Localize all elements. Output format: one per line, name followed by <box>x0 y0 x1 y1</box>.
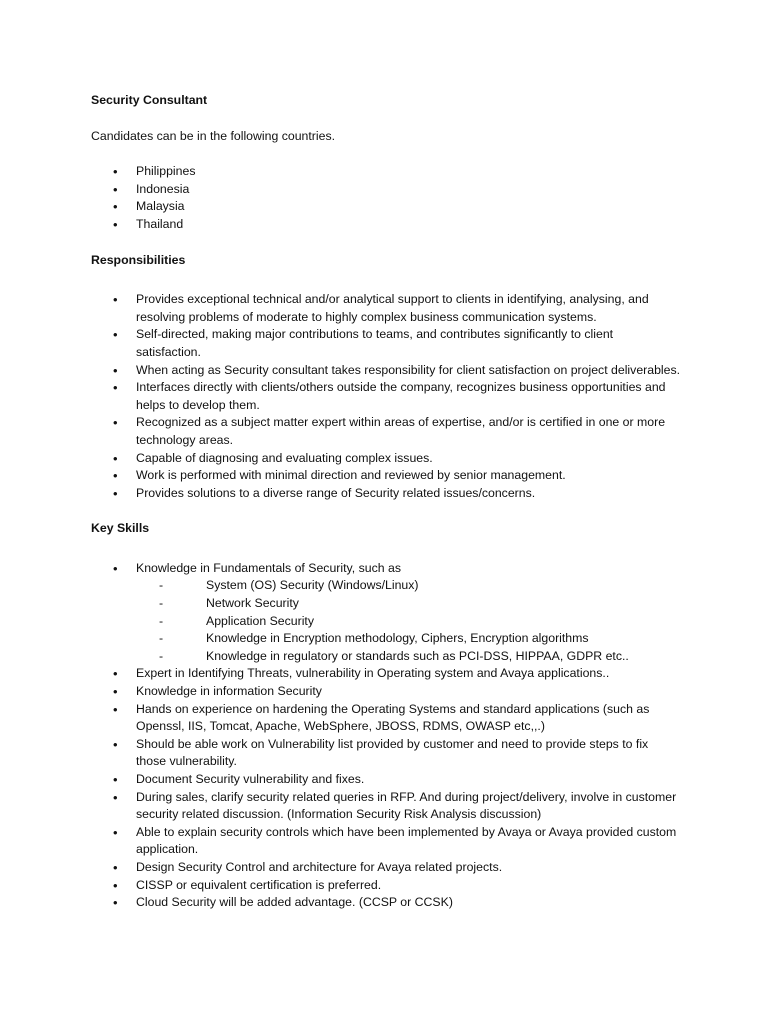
responsibility-item: • Recognized as a subject matter expert within areas of expertise, and/or is certified in one or more technology areas. <box>91 414 681 449</box>
responsibility-item: • Interfaces directly with clients/others outside the company, recognizes business opportunities and helps to develop them. <box>91 379 681 414</box>
key-skill-sub-item: - Application Security <box>91 613 681 631</box>
responsibility-item: • Self-directed, making major contributions to teams, and contributes significantly to client satisfaction. <box>91 326 681 361</box>
country-item: • Malaysia <box>91 198 681 216</box>
responsibilities-heading: Responsibilities <box>91 252 186 267</box>
key-skill-item: • Document Security vulnerability and fixes. <box>91 771 681 789</box>
key-skill-item: • Cloud Security will be added advantage. (CCSP or CCSK) <box>91 894 681 912</box>
document-title: Security Consultant <box>91 93 208 107</box>
key-skill-sub-item: - Knowledge in Encryption methodology, Ciphers, Encryption algorithms <box>91 630 681 648</box>
key-skill-item: • Hands on experience on hardening the Operating Systems and standard applications (such as Openssl, IIS, Tomcat, Apache, WebSphere, JBOSS, RDMS, OWASP etc,,.) <box>91 701 681 736</box>
country-item: • Indonesia <box>91 181 681 199</box>
key-skills-list <box>91 560 681 912</box>
intro-text: Candidates can be in the following countries. <box>91 128 336 143</box>
country-list <box>91 163 681 233</box>
key-skill-item: • Knowledge in Fundamentals of Security, such as <box>91 560 681 578</box>
key-skill-item: • Should be able work on Vulnerability list provided by customer and need to provide steps to fix those vulnerability. <box>91 736 681 771</box>
key-skill-item: • Design Security Control and architecture for Avaya related projects. <box>91 859 681 877</box>
country-item: • Philippines <box>91 163 681 181</box>
key-skill-sub-item: - Knowledge in regulatory or standards such as PCI-DSS, HIPPAA, GDPR etc.. <box>91 648 681 666</box>
responsibility-item: • Capable of diagnosing and evaluating complex issues. <box>91 450 681 468</box>
key-skill-sub-item: - System (OS) Security (Windows/Linux) <box>91 577 681 595</box>
key-skill-item: • Knowledge in information Security <box>91 683 681 701</box>
document-body <box>91 92 681 912</box>
responsibility-item: • When acting as Security consultant takes responsibility for client satisfaction on project deliverables. <box>91 362 681 380</box>
key-skill-item: • Expert in Identifying Threats, vulnerability in Operating system and Avaya applications.. <box>91 665 681 683</box>
responsibility-item: • Work is performed with minimal direction and reviewed by senior management. <box>91 467 681 485</box>
key-skills-heading: Key Skills <box>91 521 150 536</box>
country-item: • Thailand <box>91 216 681 234</box>
key-skill-sub-item: - Network Security <box>91 595 681 613</box>
responsibility-item: • Provides exceptional technical and/or analytical support to clients in identifying, analysing, and resolving problems of moderate to highly complex business communication systems. <box>91 291 681 326</box>
key-skill-item: • CISSP or equivalent certification is preferred. <box>91 877 681 895</box>
responsibility-item: • Provides solutions to a diverse range of Security related issues/concerns. <box>91 485 681 503</box>
responsibilities-list <box>91 291 681 502</box>
key-skill-item: • Able to explain security controls which have been implemented by Avaya or Avaya provided custom application. <box>91 824 681 859</box>
key-skill-item: • During sales, clarify security related queries in RFP. And during project/delivery, involve in customer security related discussion. (Information Security Risk Analysis discussion) <box>91 789 681 824</box>
